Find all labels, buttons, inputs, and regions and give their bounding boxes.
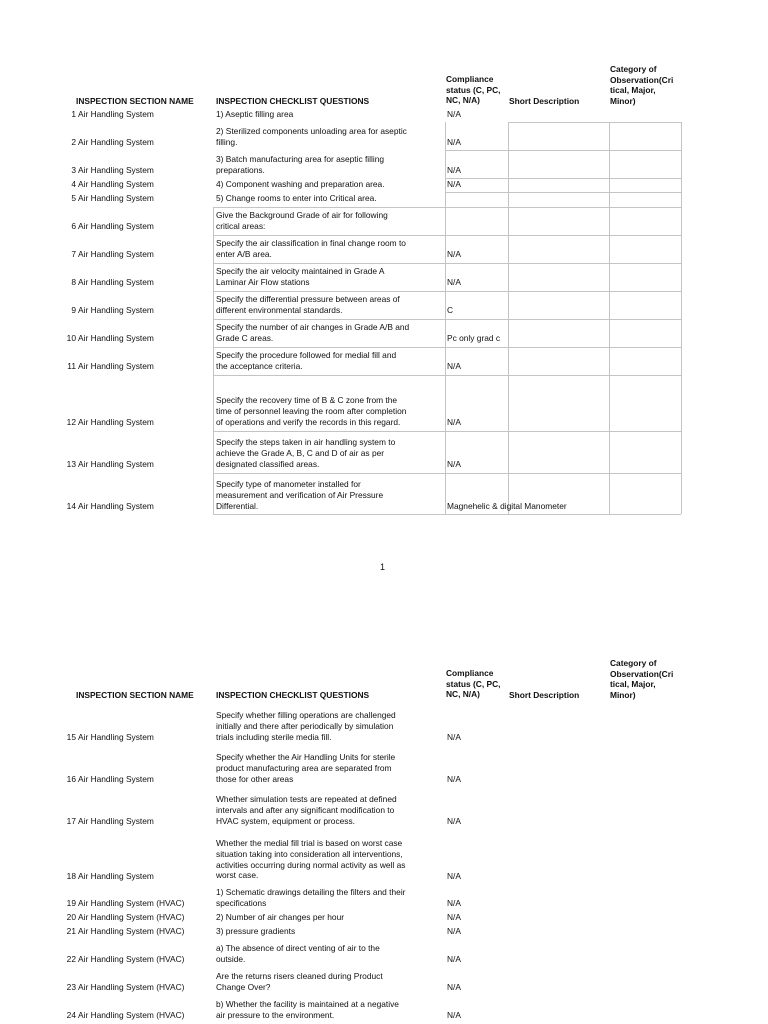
header-questions: INSPECTION CHECKLIST QUESTIONS [216,690,370,700]
compliance-status: N/A [447,926,461,936]
section-name: Air Handling System [78,165,154,175]
checklist-question: Specify whether the Air Handling Units for sterile product manufacturing area are separated from those for other areas [216,752,396,784]
checklist-question: Specify the differential pressure between areas of different environmental standards. [216,294,400,315]
section-name: Air Handling System (HVAC) [78,1010,185,1020]
compliance-status: C [447,305,454,315]
section-name: Air Handling System (HVAC) [78,926,185,936]
section-name: Air Handling System (HVAC) [78,954,185,964]
compliance-status: N/A [447,1010,461,1020]
compliance-status: N/A [447,417,461,427]
row-number: 7 [71,249,76,259]
section-name: Air Handling System [78,221,154,231]
checklist-question: 1) Aseptic filling area [216,109,294,119]
row-number: 8 [71,277,76,287]
compliance-status: N/A [447,871,461,881]
compliance-status: N/A [447,277,461,287]
header-short-description: Short Description [509,96,580,106]
compliance-status: N/A [447,361,461,371]
checklist-question: Are the returns risers cleaned during Product Change Over? [216,971,383,992]
row-number: 10 [66,333,76,343]
checklist-question: 3) pressure gradients [216,926,296,936]
row-number: 6 [71,221,76,231]
compliance-status: N/A [447,816,461,826]
row-number: 23 [66,982,76,992]
compliance-status: N/A [447,912,461,922]
page-number: 1 [380,562,386,572]
checklist-question: a) The absence of direct venting of air to the outside. [216,943,380,964]
compliance-status: N/A [447,137,461,147]
compliance-status: N/A [447,109,461,119]
row-number: 11 [67,361,76,371]
section-name: Air Handling System [78,816,154,826]
checklist-question: Specify the air classification in final change room to enter A/B area. [216,238,406,259]
compliance-status: N/A [447,165,461,175]
section-name: Air Handling System [78,109,154,119]
compliance-status: Magnehelic & digital Manometer [447,501,567,511]
row-number: 19 [66,898,76,908]
section-name: Air Handling System [78,305,154,315]
section-name: Air Handling System [78,459,154,469]
row-number: 18 [66,871,76,881]
compliance-status: N/A [447,459,461,469]
checklist-question: 1) Schematic drawings detailing the filters and their specifications [216,887,406,908]
row-number: 16 [66,774,76,784]
compliance-status: Pc only grad c [447,333,501,343]
section-name: Air Handling System [78,137,154,147]
row-number: 17 [66,816,76,826]
section-name: Air Handling System (HVAC) [78,982,185,992]
compliance-status: N/A [447,249,461,259]
row-number: 3 [71,165,76,175]
checklist-question: Give the Background Grade of air for following critical areas: [216,210,388,231]
checklist-question: Specify type of manometer installed for measurement and verification of Air Pressure Differential. [216,479,384,511]
row-number: 21 [66,926,76,936]
checklist-question: Specify the procedure followed for medial fill and the acceptance criteria. [216,350,397,371]
row-number: 24 [66,1010,76,1020]
checklist-question: Whether simulation tests are repeated at defined intervals and after any significant modification to HVAC system, equipment or process. [216,794,397,826]
section-name: Air Handling System [78,732,154,742]
section-name: Air Handling System [78,179,154,189]
header-short-description: Short Description [509,690,580,700]
section-name: Air Handling System [78,871,154,881]
row-number: 5 [71,193,76,203]
header-compliance: Compliance status (C, PC, NC, N/A) [446,668,501,699]
section-name: Air Handling System [78,417,154,427]
header-compliance: Compliance status (C, PC, NC, N/A) [446,74,501,105]
compliance-status: N/A [447,982,461,992]
header-section-name: INSPECTION SECTION NAME [76,690,194,700]
checklist-question: 3) Batch manufacturing area for aseptic filling preparations. [216,154,385,175]
section-name: Air Handling System [78,361,154,371]
compliance-status: N/A [447,179,461,189]
compliance-status: N/A [447,774,461,784]
header-category: Category of Observation(Cri tical, Major, Minor) [610,64,674,106]
header-section-name: INSPECTION SECTION NAME [76,96,194,106]
row-number: 1 [71,109,76,119]
checklist-question: Specify the air velocity maintained in Grade A Laminar Air Flow stations [216,266,385,287]
checklist-question: Whether the medial fill trial is based on worst case situation taking into consideration all interventions, activities occurring during normal activity as well as worst case. [216,838,406,881]
section-name: Air Handling System [78,193,154,203]
section-name: Air Handling System [78,333,154,343]
compliance-status: N/A [447,954,461,964]
checklist-question: 5) Change rooms to enter into Critical area. [216,193,377,203]
checklist-question: Specify the steps taken in air handling system to achieve the Grade A, B, C and D of air as per designated classified areas. [216,437,396,469]
section-name: Air Handling System (HVAC) [78,912,185,922]
checklist-question: b) Whether the facility is maintained at a negative air pressure to the environment. [216,999,399,1020]
checklist-question: Specify the recovery time of B & C zone from the time of personnel leaving the room after completion of operations and verify the records in this regard. [216,395,407,427]
row-number: 22 [66,954,76,964]
checklist-question: Specify whether filling operations are challenged initially and there after periodically by simulation trials including sterile media fill. [216,710,396,742]
checklist-question: 2) Number of air changes per hour [216,912,345,922]
checklist-question: 2) Sterilized components unloading area for aseptic filling. [216,126,407,147]
row-number: 12 [66,417,76,427]
section-name: Air Handling System [78,501,154,511]
header-category: Category of Observation(Cri tical, Major, Minor) [610,658,674,700]
section-name: Air Handling System [78,249,154,259]
row-number: 2 [71,137,76,147]
row-number: 13 [66,459,76,469]
compliance-status: N/A [447,732,461,742]
section-name: Air Handling System (HVAC) [78,898,185,908]
row-number: 4 [71,179,76,189]
row-number: 9 [71,305,76,315]
row-number: 15 [66,732,76,742]
compliance-status: N/A [447,898,461,908]
section-name: Air Handling System [78,277,154,287]
row-number: 20 [66,912,76,922]
section-name: Air Handling System [78,774,154,784]
checklist-question: Specify the number of air changes in Grade A/B and Grade C areas. [216,322,410,343]
checklist-question: 4) Component washing and preparation area. [216,179,385,189]
header-questions: INSPECTION CHECKLIST QUESTIONS [216,96,370,106]
row-number: 14 [66,501,76,511]
